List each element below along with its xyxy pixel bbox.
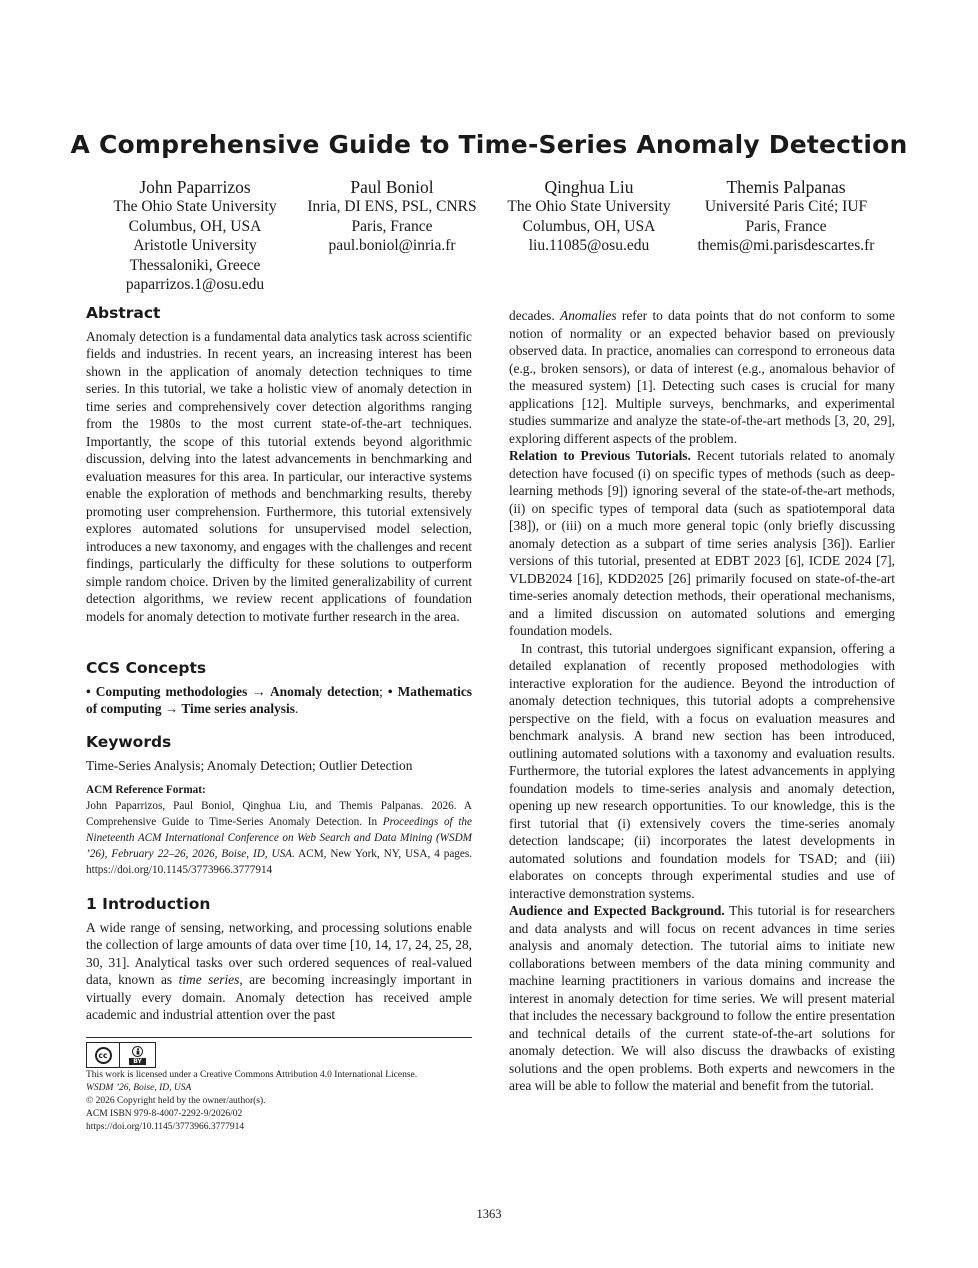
paragraph-heading: Relation to Previous Tutorials. xyxy=(509,448,691,463)
paragraph-heading: Audience and Expected Background. xyxy=(509,903,725,918)
author-location: Paris, France xyxy=(745,217,827,235)
author-email: paparrizos.1@osu.edu xyxy=(125,276,265,293)
author-affiliation: The Ohio State University xyxy=(507,198,671,215)
abstract-heading: Abstract xyxy=(86,304,161,322)
ccs-heading: CCS Concepts xyxy=(86,659,207,677)
acm-reference-heading: ACM Reference Format: xyxy=(86,784,206,796)
paragraph: In contrast, this tutorial undergoes significant expansion, offering a detailed explanation of recently proposed methodologies with interactive exploration for the audience. Beyond the introduction of anomaly detection techniques, this tutorial adopts a comprehensive perspective on the field, with a focus on evaluation measures and benchmark analysis. A brand new section has been introduced, outlining automated solutions with a taxonomy and evaluation results. Furthermore, the tutorial explores the latest advancements in applying foundation models to time-series analysis and anomaly detection, opening up new research opportunities. To our knowledge, this is the first tutorial that (i) extensively covers the time-series anomaly detection landscape; (ii) incorporates the latest developments in automated solutions and foundation models for TSAD; and (iii) elaborates on concepts through experimental studies and use of interactive demonstration systems. xyxy=(509,640,895,901)
paragraph: Relation to Previous Tutorials. Recent tutorials related to anomaly detection have focused (i) on specific types of methods (such as deep-learning methods [9]) ignoring several of the state-of-the-art methods, (ii) on specific types of temporal data (such as spatiotemporal data [38]), or (iii) on a much more general topic (only briefly discussing anomaly detection as a subpart of time series analysis [36]). Earlier versions of this tutorial, presented at EDBT 2023 [6], ICDE 2024 [7], VLDB2024 [16], KDD2025 [26] primarily focused on state-of-the-art time-series anomaly detection methods, their operational mechanisms, and a limited discussion on automated solutions and emerging foundation models. xyxy=(509,448,895,638)
paper-title: A Comprehensive Guide to Time-Series Anomaly Detection xyxy=(70,130,908,159)
author-email: liu.11085@osu.edu xyxy=(528,237,650,254)
introduction-heading: 1 Introduction xyxy=(86,895,211,913)
author-location: Columbus, OH, USA xyxy=(128,217,262,235)
right-column xyxy=(509,307,895,1095)
footnote-divider xyxy=(86,1037,472,1038)
author-block-2 xyxy=(297,177,487,256)
author-block-1 xyxy=(100,177,290,295)
author-email: themis@mi.parisdescartes.fr xyxy=(697,237,875,254)
doi-line: https://doi.org/10.1145/3773966.3777914 xyxy=(86,1122,245,1132)
author-block-4 xyxy=(686,177,886,256)
person-icon xyxy=(132,1046,143,1057)
abstract-section xyxy=(86,305,472,625)
creative-commons-badge xyxy=(86,1042,156,1068)
cc-icon: cc xyxy=(95,1047,112,1064)
acm-reference-text: John Paparrizos, Paul Boniol, Qinghua Liu, and Themis Palpanas. 2026. A Comprehensive Guide to Time-Series Anomaly Detection. In Proceedings of the Nineteenth ACM International Conference on Web Search and Data Mining (WSDM ’26), February 22–26, 2026, Boise, ID, USA. ACM, New York, NY, USA, 4 pages. https://doi.org/10.1145/3773966.3777914 xyxy=(86,800,472,876)
by-label: BY xyxy=(129,1058,146,1065)
keywords-heading: Keywords xyxy=(86,733,172,751)
ccs-section xyxy=(86,660,472,718)
copyright-line: © 2026 Copyright held by the owner/author(s). xyxy=(86,1096,266,1106)
author-name: John Paparrizos xyxy=(139,177,251,197)
author-name: Themis Palpanas xyxy=(726,177,846,197)
acm-reference xyxy=(86,782,472,878)
ccs-text: • Computing methodologies → Anomaly detection; • Mathematics of computing → Time series analysis. xyxy=(86,683,473,716)
author-name: Qinghua Liu xyxy=(544,177,634,197)
introduction-text: A wide range of sensing, networking, and processing solutions enable the collection of large amounts of data over time [10, 14, 17, 24, 25, 28, 30, 31]. Analytical tasks over such ordered sequences of real-valued data, known as time series, are becoming increasingly important in virtually every domain. Anomaly detection has received ample academic and industrial attention over the past xyxy=(86,919,472,1022)
page-number: 1363 xyxy=(476,1207,502,1221)
author-location: Thessaloniki, Greece xyxy=(129,256,261,274)
introduction-section xyxy=(86,896,472,1024)
author-affiliation: Université Paris Cité; IUF xyxy=(704,198,868,215)
paragraph: Audience and Expected Background. This tutorial is for researchers and data analysts and will focus on recent advances in time series analysis and anomaly detection. The tutorial aims to initiate new collaborations between members of the data mining community and machine learning practitioners in various domains and increase the interest in anomaly detection for time series. We will present material that includes the necessary background to follow the entire presentation and technical details of the current state-of-the-art solutions for anomaly detection. We will also discuss the drawbacks of existing solutions and the open problems. Both experts and newcomers in the area will be able to follow the material and benefit from the tutorial. xyxy=(509,903,896,1093)
author-location: Paris, France xyxy=(351,217,433,235)
paragraph: decades. Anomalies refer to data points that do not conform to some notion of normality or an expected behavior based on previously observed data. In practice, anomalies can correspond to erroneous data (e.g., broken sensors), or data of interest (e.g., anomalous behavior of the measured system) [1]. Detecting such cases is crucial for many applications [12]. Multiple surveys, benchmarks, and experimental studies summarize and analyze the state-of-the-art methods [3, 20, 29], exploring different aspects of the problem. xyxy=(509,308,895,446)
isbn-line: ACM ISBN 979-8-4007-2292-9/2026/02 xyxy=(86,1109,243,1119)
license-line: This work is licensed under a Creative Commons Attribution 4.0 International License. xyxy=(86,1070,418,1080)
ccs-item: • Computing methodologies → Anomaly detection xyxy=(86,683,380,699)
ccs-item: • Mathematics of computing → Time series analysis xyxy=(86,683,473,716)
author-block-3 xyxy=(494,177,684,256)
author-name: Paul Boniol xyxy=(350,177,434,197)
license-notice xyxy=(86,1069,472,1134)
author-affiliation: The Ohio State University xyxy=(113,198,277,215)
conference-line: WSDM ’26, Boise, ID, USA xyxy=(86,1083,192,1093)
author-affiliation: Inria, DI ENS, PSL, CNRS xyxy=(307,198,477,215)
keywords-section xyxy=(86,734,472,774)
keywords-text: Time-Series Analysis; Anomaly Detection; Outlier Detection xyxy=(86,757,413,773)
author-location: Columbus, OH, USA xyxy=(522,217,656,235)
author-email: paul.boniol@inria.fr xyxy=(328,237,456,254)
abstract-text: Anomaly detection is a fundamental data analytics task across scientific fields and industries. In recent years, an increasing interest has been shown in the application of anomaly detection techniques to time series. In this tutorial, we take a holistic view of anomaly detection in time series and comprehensively cover detection algorithms ranging from the 1980s to the most current state-of-the-art techniques. Importantly, the scope of this tutorial extends beyond algorithmic discussion, delving into the latest advancements in benchmarking and evaluation measures for this area. In particular, our interactive systems enable the exploration of methods and benchmarking results, thereby promoting user comprehension. Furthermore, this tutorial extensively explores automated solutions for unsupervised model selection, introduces a new taxonomy, and engages with the challenges and recent findings, particularly the difficulty for these solutions to outperform simple random choice. Driven by the limited generalizability of current detection algorithms, we review recent applications of foundation models for anomaly detection to motivate further research in the area. xyxy=(86,328,472,624)
author-affiliation: Aristotle University xyxy=(133,237,257,254)
